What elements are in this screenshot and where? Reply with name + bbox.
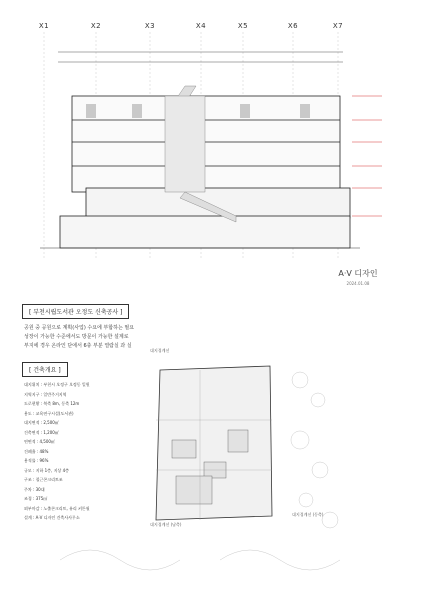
axis-label-x4: X4	[195, 22, 207, 30]
overview-item: 대지면적 : 2,500㎡	[24, 420, 59, 425]
axis-label-x1: X1	[38, 22, 50, 30]
overview-item: 건축면적 : 1,200㎡	[24, 429, 59, 435]
overview-item: 조경 : 375㎡	[24, 496, 48, 501]
axis-label-x7: X7	[332, 22, 344, 30]
overview-item: 대지위치 : 부천시 오정구 오정동 일원	[24, 382, 90, 387]
firm-logo-text: A·V 디자인	[338, 269, 378, 278]
axis-label-x2: X2	[90, 22, 102, 30]
overview-item: 용적률 : 96%	[24, 458, 49, 463]
plan-label-south: 대지경계선 (남측)	[150, 522, 182, 527]
axis-label-x5: X5	[237, 22, 249, 30]
overview-item: 규모 : 지하 1층, 지상 4층	[24, 467, 69, 473]
overview-item: 연면적 : 4,500㎡	[24, 439, 55, 444]
overview-item: 지역지구 : 일반주거지역	[24, 391, 67, 397]
intro-line: 성장이 가능한 수준에서도 방문이 가능한 설계로	[24, 334, 129, 340]
intro-line: 공원 중 공원으로 계획(사업) 수요에 부합하는 필요	[24, 325, 135, 331]
axis-label-x6: X6	[287, 22, 299, 30]
overview-item: 구조 : 철근콘크리트조	[24, 477, 63, 482]
overview-list	[24, 380, 144, 523]
axis-label-x3: X3	[144, 22, 156, 30]
overview-item: 도로현황 : 북측 8m, 동측 12m	[24, 401, 80, 406]
project-title: [ 부천시립도서관 오정도 신축공사 ]	[22, 304, 129, 319]
firm-brand	[338, 268, 377, 286]
plan-label-east: 대지경계선 (동측)	[292, 512, 324, 517]
overview-item: 설계 : A·V 디자인 건축사사무소	[24, 515, 80, 520]
overview-item: 용도 : 교육연구시설(도서관)	[24, 410, 74, 416]
intro-paragraph	[24, 324, 144, 351]
overview-item: 주차 : 30대	[24, 486, 45, 492]
firm-date: 2024.01.08	[346, 281, 370, 286]
plan-label-north: 대지경계선	[150, 348, 170, 353]
intro-line: 부지에 경우 온라인 단에서 6층 부분 열람실 과 실	[24, 343, 132, 349]
overview-item: 건폐율 : 48%	[24, 448, 49, 454]
overview-item: 외부마감 : 노출콘크리트, 유리 커튼월	[24, 505, 90, 511]
overview-title: [ 건축개요 ]	[22, 362, 68, 377]
